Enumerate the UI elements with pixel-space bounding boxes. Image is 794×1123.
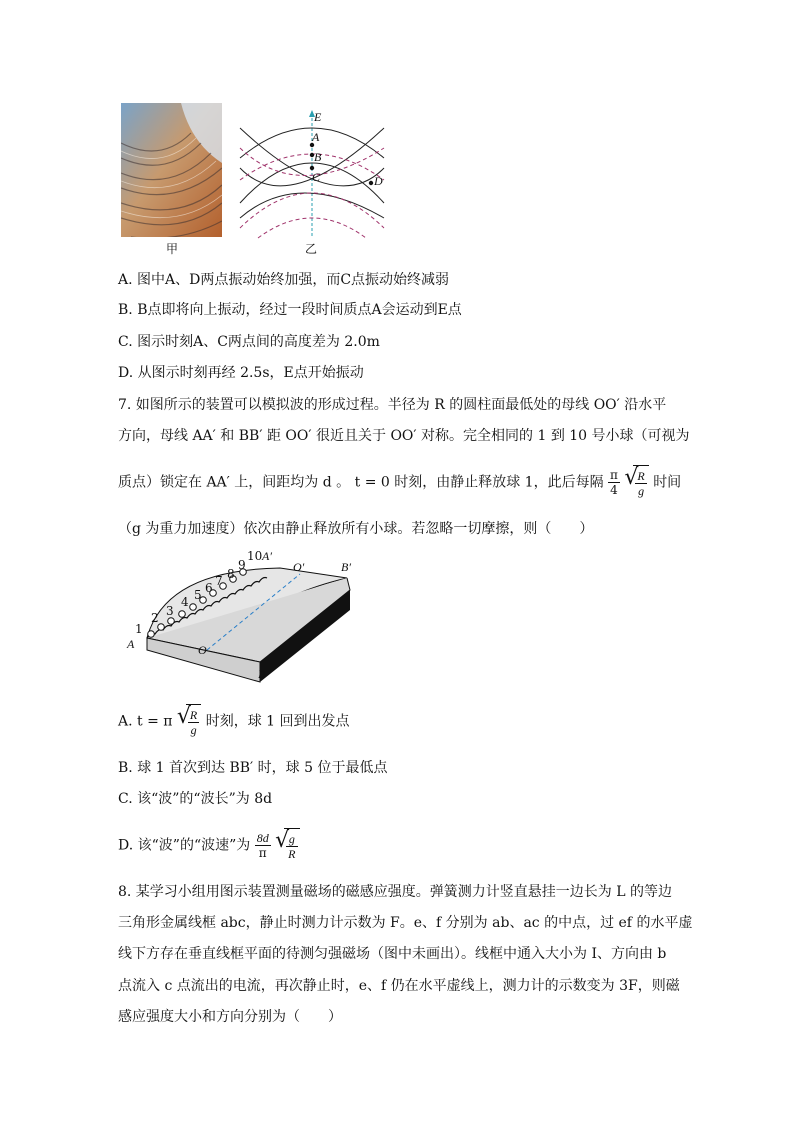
q8-line-1: 8. 某学习小组用图示装置测量磁场的磁感应强度。弹簧测力计竖直悬挂一边长为 L 的等边 [118, 884, 673, 900]
sqrt-den: R [288, 846, 296, 861]
ball-label-3: 3 [166, 604, 174, 618]
point-label-e: E [314, 110, 322, 124]
diagram-caption: 乙 [305, 242, 318, 256]
q7-line-3-suffix: 时间 [653, 474, 682, 491]
q7-option-a-text: A. t = π [118, 713, 173, 730]
q8-line-5: 感应强度大小和方向分别为（ ） [118, 1009, 342, 1025]
q8-line-2: 三角形金属线框 abc，静止时测力计示数为 F。e、f 分别为 ab、ac 的中点，过 ef 的水平虚 [118, 915, 693, 931]
ball-label-2: 2 [151, 611, 159, 625]
q7-interval-sqrt: √ $\frac{R}{g}$ [624, 465, 648, 500]
q6-option-d: D. 从图示时刻再经 2.5s，E点开始振动 [118, 365, 364, 381]
ball-label-8: 8 [227, 567, 235, 581]
device-label-a-prime: A′ [262, 549, 272, 563]
q8-line-4: 点流入 c 点流出的电流，再次静止时，e、f 仍在水平虚线上，测力计的示数变为 3F，则磁 [118, 978, 680, 994]
q7-option-d-text: D. 该“波”的“波速”为 [118, 837, 251, 854]
device-label-o-prime: O′ [293, 560, 305, 574]
point-label-c: C [312, 170, 321, 184]
sqrt-num: R [637, 468, 645, 483]
q7-option-d-sqrt: √ $\frac{g}{R}$ [275, 828, 299, 863]
q6-option-a: A. 图中A、D两点振动始终加强，而C点振动始终减弱 [118, 272, 450, 288]
ball-label-1: 1 [135, 622, 143, 636]
q7-line-2: 方向，母线 AA′ 和 BB′ 距 OO′ 很近且关于 OO′ 对称。完全相同的 1 到 10 号小球（可视为 [118, 428, 690, 444]
frac-num: π [610, 468, 618, 482]
sqrt-num: g [286, 832, 297, 847]
sqrt-den: g [190, 722, 197, 737]
sqrt-den: g [638, 483, 645, 498]
q7-interval-fraction [608, 468, 620, 497]
device-label-b-prime: B′ [341, 560, 351, 574]
photo-caption: 甲 [166, 242, 179, 256]
ball-label-10: 10 [247, 549, 263, 563]
q7-line-3 [118, 465, 681, 500]
ball-label-5: 5 [194, 588, 202, 602]
ball-label-4: 4 [181, 595, 189, 609]
device-label-o: O [198, 643, 207, 657]
q7-option-a-sqrt: √ $\frac{R}{g}$ [177, 704, 201, 739]
frac-num: 8d [256, 831, 269, 845]
q7-line-1: 7. 如图所示的装置可以模拟波的形成过程。半径为 R 的圆柱面最低处的母线 OO′ 沿水平 [118, 397, 667, 413]
point-label-d: D [374, 174, 383, 188]
q8-line-3: 线下方存在垂直线框平面的待测匀强磁场（图中未画出）。线框中通入大小为 I、方向由 b [118, 946, 667, 962]
ball-label-6: 6 [205, 581, 213, 595]
q6-option-b: B. B点即将向上振动，经过一段时间质点A会运动到E点 [118, 302, 462, 318]
ball-label-9: 9 [238, 558, 246, 572]
q7-option-b: B. 球 1 首次到达 BB′ 时，球 5 位于最低点 [118, 760, 388, 776]
q7-line-3-text: 质点）锁定在 AA′ 上，间距均为 d 。 t = 0 时刻，由静止释放球 1，此后每隔 [118, 474, 604, 491]
frac-den: π [258, 846, 267, 860]
sqrt-num: R [189, 707, 198, 722]
q6-option-c: C. 图示时刻A、C两点间的高度差为 2.0m [118, 334, 380, 350]
ball-label-7: 7 [215, 574, 223, 588]
q7-option-a-suffix: 时刻，球 1 回到出发点 [205, 713, 350, 730]
wave-photo [121, 103, 222, 237]
q7-option-d-fraction [255, 831, 271, 860]
point-label-b: B [314, 150, 322, 164]
device-label-a: A [127, 637, 135, 651]
point-label-a: A [312, 130, 320, 144]
q7-line-4: （g 为重力加速度）依次由静止释放所有小球。若忽略一切摩擦，则（ ） [118, 521, 594, 537]
q7-option-a [118, 704, 350, 739]
frac-den: 4 [610, 483, 618, 497]
q7-option-c: C. 该“波”的“波长”为 8d [118, 791, 273, 807]
q7-option-d [118, 828, 300, 863]
device-label-b: B [258, 667, 266, 681]
